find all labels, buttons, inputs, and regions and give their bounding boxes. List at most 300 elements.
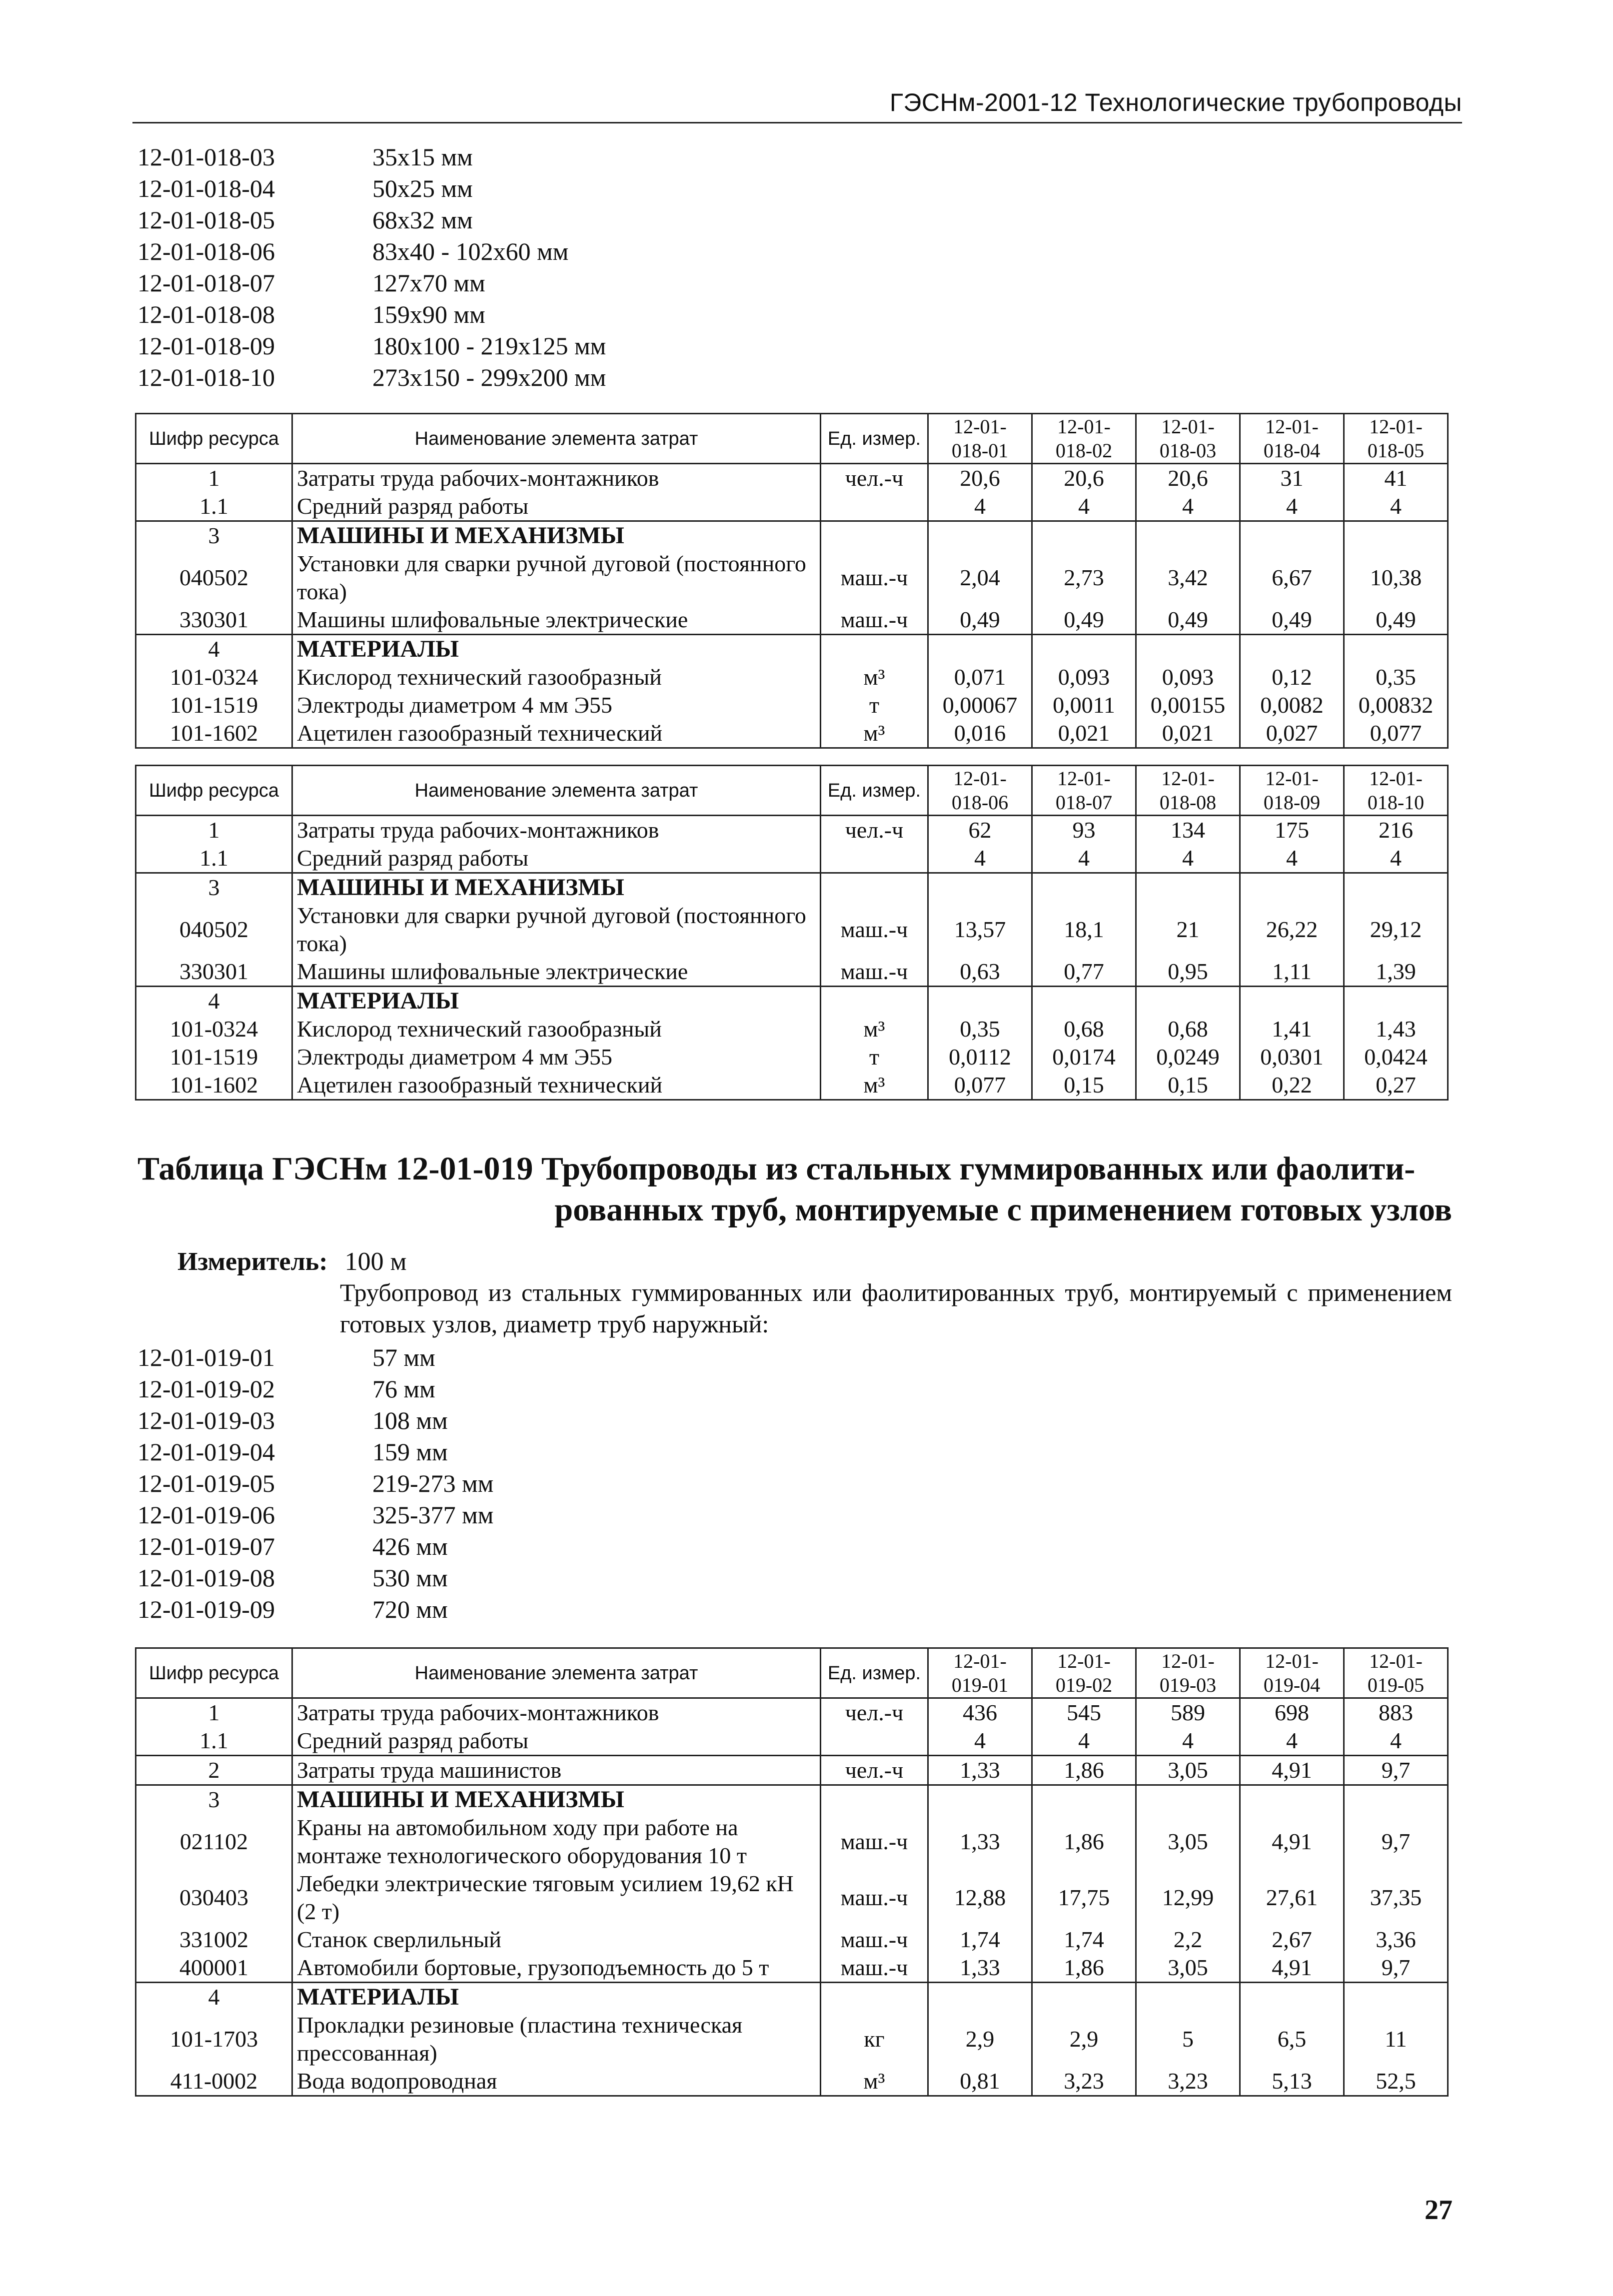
norm-value: 0,0011 — [1032, 691, 1136, 719]
resource-code: 12-01-019-08 — [137, 1564, 275, 1592]
norm-value — [1032, 873, 1136, 902]
unit-of-measure: м³ — [821, 663, 928, 691]
resource-code: 12-01-018-06 — [137, 237, 275, 265]
section-intro: Трубопровод из стальных гуммированных или фаолитированных труб, монтируемый с применением готовых узлов, диаметр труб наружный: — [340, 1278, 1452, 1338]
norm-value: 0,68 — [1136, 1015, 1240, 1043]
norm-value: 4 — [1136, 1727, 1240, 1756]
table-row — [136, 1814, 1448, 1870]
code-list-item — [137, 1405, 493, 1436]
resource-code: 101-1519 — [136, 691, 292, 719]
resource-code: 12-01-018-07 — [137, 269, 275, 297]
resource-code: 4 — [136, 635, 292, 664]
resource-code: 3 — [136, 873, 292, 902]
norm-value: 134 — [1136, 816, 1240, 845]
code-list-item — [137, 362, 606, 393]
code-list-item — [137, 267, 606, 299]
cost-element-name: Станок сверлильный — [292, 1926, 821, 1954]
cost-element-name: Средний разряд работы — [292, 492, 821, 521]
norm-value: 4 — [1344, 492, 1448, 521]
norm-value: 0,00067 — [928, 691, 1032, 719]
header-norm-code: 12-01- 018-06 — [928, 766, 1032, 816]
resource-code: 101-1519 — [136, 1043, 292, 1071]
table-row — [136, 1727, 1448, 1756]
norm-value: 0,0082 — [1240, 691, 1344, 719]
cost-element-name: МАТЕРИАЛЫ — [292, 1983, 821, 2012]
resource-code: 4 — [136, 1983, 292, 2012]
norm-value: 2,67 — [1240, 1926, 1344, 1954]
header-norm-code: 12-01- 018-10 — [1344, 766, 1448, 816]
unit-of-measure: м³ — [821, 1015, 928, 1043]
norm-value: 10,38 — [1344, 550, 1448, 606]
resource-table-019 — [135, 1647, 1449, 2097]
norm-value: 9,7 — [1344, 1954, 1448, 1983]
table-row — [136, 1926, 1448, 1954]
norm-value: 29,12 — [1344, 902, 1448, 958]
header-code: Шифр ресурса — [136, 1648, 292, 1698]
norm-value — [1136, 521, 1240, 550]
cost-element-name: Машины шлифовальные электрические — [292, 958, 821, 987]
pipe-size: 57 мм — [372, 1343, 435, 1371]
norm-value: 41 — [1344, 464, 1448, 493]
unit-of-measure: м³ — [821, 1071, 928, 1100]
norm-value: 0,27 — [1344, 1071, 1448, 1100]
header-norm-code: 12-01- 018-01 — [928, 414, 1032, 464]
code-list-item — [137, 299, 606, 330]
code-list-item — [137, 1531, 493, 1562]
table-row — [136, 902, 1448, 958]
resource-code: 331002 — [136, 1926, 292, 1954]
norm-value: 1,86 — [1032, 1954, 1136, 1983]
resource-code: 1 — [136, 1698, 292, 1727]
norm-value: 3,05 — [1136, 1954, 1240, 1983]
norm-value: 4,91 — [1240, 1756, 1344, 1785]
header-code: Шифр ресурса — [136, 766, 292, 816]
unit-of-measure: чел.-ч — [821, 464, 928, 493]
header-norm-code: 12-01- 019-04 — [1240, 1648, 1344, 1698]
norm-value — [928, 1983, 1032, 2012]
table-row — [136, 1698, 1448, 1727]
norm-value — [1032, 521, 1136, 550]
pipe-size: 83х40 - 102х60 мм — [372, 237, 569, 265]
norm-value — [928, 873, 1032, 902]
norm-value — [1240, 873, 1344, 902]
resource-table-018-06-10 — [135, 765, 1449, 1101]
measurer-value: 100 м — [344, 1247, 407, 1276]
norm-value: 21 — [1136, 902, 1240, 958]
cost-element-name: Затраты труда рабочих-монтажников — [292, 816, 821, 845]
norm-value: 216 — [1344, 816, 1448, 845]
pipe-size: 180х100 - 219х125 мм — [372, 332, 606, 360]
resource-code: 12-01-019-01 — [137, 1343, 275, 1371]
resource-code: 12-01-019-03 — [137, 1406, 275, 1434]
norm-value: 1,74 — [1032, 1926, 1136, 1954]
header-norm-code: 12-01- 019-05 — [1344, 1648, 1448, 1698]
norm-value: 0,12 — [1240, 663, 1344, 691]
header-code: Шифр ресурса — [136, 414, 292, 464]
pipe-size: 219-273 мм — [372, 1469, 494, 1497]
norm-value: 17,75 — [1032, 1870, 1136, 1926]
norm-value — [928, 521, 1032, 550]
unit-of-measure — [821, 844, 928, 873]
norm-value: 0,021 — [1032, 719, 1136, 748]
norm-value: 5 — [1136, 2011, 1240, 2067]
unit-of-measure: чел.-ч — [821, 1756, 928, 1785]
norm-value — [928, 635, 1032, 664]
unit-of-measure: маш.-ч — [821, 1926, 928, 1954]
norm-value: 62 — [928, 816, 1032, 845]
norm-value: 6,67 — [1240, 550, 1344, 606]
table-row — [136, 550, 1448, 606]
unit-of-measure: маш.-ч — [821, 550, 928, 606]
norm-value: 4,91 — [1240, 1954, 1344, 1983]
norm-value — [1240, 521, 1344, 550]
norm-value: 4 — [1240, 1727, 1344, 1756]
table-row — [136, 663, 1448, 691]
unit-of-measure — [821, 492, 928, 521]
norm-value: 4 — [928, 492, 1032, 521]
norm-value: 2,9 — [1032, 2011, 1136, 2067]
cost-element-name: Электроды диаметром 4 мм Э55 — [292, 1043, 821, 1071]
resource-code: 101-1703 — [136, 2011, 292, 2067]
cost-element-name: Вода водопроводная — [292, 2067, 821, 2096]
norm-value — [1136, 873, 1240, 902]
norm-value: 2,2 — [1136, 1926, 1240, 1954]
resource-code: 12-01-019-09 — [137, 1595, 275, 1623]
resource-code: 12-01-018-09 — [137, 332, 275, 360]
unit-of-measure — [821, 873, 928, 902]
resource-code: 1.1 — [136, 844, 292, 873]
norm-value: 9,7 — [1344, 1756, 1448, 1785]
resource-code: 3 — [136, 1785, 292, 1814]
unit-of-measure: м³ — [821, 2067, 928, 2096]
norm-value — [928, 1785, 1032, 1814]
norm-value: 3,05 — [1136, 1814, 1240, 1870]
unit-of-measure — [821, 1983, 928, 2012]
table-row — [136, 606, 1448, 635]
table-row — [136, 1983, 1448, 2012]
table-row — [136, 958, 1448, 987]
header-unit: Ед. измер. — [821, 414, 928, 464]
norm-value: 3,05 — [1136, 1756, 1240, 1785]
norm-value: 0,0424 — [1344, 1043, 1448, 1071]
norm-value — [1344, 521, 1448, 550]
header-unit: Ед. измер. — [821, 766, 928, 816]
resource-code: 1.1 — [136, 1727, 292, 1756]
pipe-size: 720 мм — [372, 1595, 448, 1623]
norm-value: 4 — [1032, 492, 1136, 521]
pipe-size: 127х70 мм — [372, 269, 485, 297]
norm-value: 93 — [1032, 816, 1136, 845]
code-list-item — [137, 204, 606, 236]
norm-value — [1136, 1983, 1240, 2012]
norm-value: 3,42 — [1136, 550, 1240, 606]
pipe-size: 50х25 мм — [372, 174, 473, 202]
cost-element-name: Автомобили бортовые, грузоподъемность до 5 т — [292, 1954, 821, 1983]
unit-of-measure — [821, 987, 928, 1016]
resource-code: 12-01-019-04 — [137, 1438, 275, 1466]
header-norm-code: 12-01- 018-05 — [1344, 414, 1448, 464]
norm-value — [1344, 1983, 1448, 2012]
cost-element-name: Затраты труда машинистов — [292, 1756, 821, 1785]
norm-value: 4 — [1344, 844, 1448, 873]
table-row — [136, 492, 1448, 521]
unit-of-measure: чел.-ч — [821, 816, 928, 845]
cost-element-name: Кислород технический газообразный — [292, 1015, 821, 1043]
norm-value — [1240, 1983, 1344, 2012]
norm-value: 12,88 — [928, 1870, 1032, 1926]
norm-value — [1240, 987, 1344, 1016]
cost-element-name: Машины шлифовальные электрические — [292, 606, 821, 635]
unit-of-measure — [821, 635, 928, 664]
cost-element-name: Затраты труда рабочих-монтажников — [292, 1698, 821, 1727]
norm-value: 0,00832 — [1344, 691, 1448, 719]
norm-value — [1032, 1785, 1136, 1814]
resource-code: 1.1 — [136, 492, 292, 521]
code-list-item — [137, 1594, 493, 1625]
unit-of-measure: м³ — [821, 719, 928, 748]
pipe-size: 35х15 мм — [372, 143, 473, 171]
code-list-item — [137, 141, 606, 173]
unit-of-measure — [821, 1727, 928, 1756]
norm-value: 37,35 — [1344, 1870, 1448, 1926]
norm-value: 1,86 — [1032, 1756, 1136, 1785]
norm-value — [1136, 1785, 1240, 1814]
norm-value: 0,0174 — [1032, 1043, 1136, 1071]
code-list-item — [137, 1562, 493, 1594]
table-row — [136, 635, 1448, 664]
cost-element-name: МАШИНЫ И МЕХАНИЗМЫ — [292, 521, 821, 550]
table-row — [136, 691, 1448, 719]
norm-value: 0,22 — [1240, 1071, 1344, 1100]
norm-value: 20,6 — [1032, 464, 1136, 493]
norm-value: 3,36 — [1344, 1926, 1448, 1954]
norm-value — [1240, 1785, 1344, 1814]
unit-of-measure — [821, 1785, 928, 1814]
norm-value: 0,49 — [1136, 606, 1240, 635]
norm-value — [1344, 987, 1448, 1016]
norm-value: 3,23 — [1032, 2067, 1136, 2096]
norm-value: 0,0301 — [1240, 1043, 1344, 1071]
resource-code: 101-0324 — [136, 663, 292, 691]
norm-value: 1,33 — [928, 1954, 1032, 1983]
table-title-line2: рованных труб, монтируемые с применением готовых узлов — [554, 1191, 1452, 1228]
table-row — [136, 816, 1448, 845]
norm-value: 0,077 — [1344, 719, 1448, 748]
pipe-size: 325-377 мм — [372, 1501, 494, 1529]
norm-value: 27,61 — [1240, 1870, 1344, 1926]
norm-value: 4 — [928, 844, 1032, 873]
resource-code: 12-01-019-07 — [137, 1532, 275, 1560]
header-norm-code: 12-01- 018-03 — [1136, 414, 1240, 464]
resource-code: 12-01-019-06 — [137, 1501, 275, 1529]
norm-value: 1,11 — [1240, 958, 1344, 987]
header-norm-code: 12-01- 019-01 — [928, 1648, 1032, 1698]
norm-value: 1,41 — [1240, 1015, 1344, 1043]
code-list-item — [137, 1436, 493, 1468]
resource-code: 4 — [136, 987, 292, 1016]
norm-value — [1344, 635, 1448, 664]
measurer — [177, 1247, 407, 1276]
unit-of-measure: маш.-ч — [821, 1870, 928, 1926]
norm-value: 18,1 — [1032, 902, 1136, 958]
norm-value: 0,49 — [1240, 606, 1344, 635]
table-row — [136, 1015, 1448, 1043]
table-title-019 — [137, 1148, 1452, 1230]
norm-value — [1240, 635, 1344, 664]
resource-table-018-01-05 — [135, 413, 1449, 749]
resource-code: 330301 — [136, 606, 292, 635]
table-row — [136, 1071, 1448, 1100]
cost-element-name: МАТЕРИАЛЫ — [292, 635, 821, 664]
norm-value: 1,33 — [928, 1756, 1032, 1785]
norm-value: 175 — [1240, 816, 1344, 845]
resource-code: 021102 — [136, 1814, 292, 1870]
norm-value: 589 — [1136, 1698, 1240, 1727]
norm-value — [1344, 1785, 1448, 1814]
table-row — [136, 1954, 1448, 1983]
unit-of-measure: чел.-ч — [821, 1698, 928, 1727]
norm-value: 0,021 — [1136, 719, 1240, 748]
norm-value: 0,49 — [1344, 606, 1448, 635]
resource-code: 030403 — [136, 1870, 292, 1926]
norm-value: 0,95 — [1136, 958, 1240, 987]
norm-value: 0,0249 — [1136, 1043, 1240, 1071]
code-list-item — [137, 1499, 493, 1531]
resource-code: 101-1602 — [136, 1071, 292, 1100]
norm-value: 2,04 — [928, 550, 1032, 606]
unit-of-measure — [821, 521, 928, 550]
norm-value: 1,39 — [1344, 958, 1448, 987]
resource-code: 411-0002 — [136, 2067, 292, 2096]
header-rule — [132, 122, 1462, 123]
table-row — [136, 844, 1448, 873]
norm-value: 0,093 — [1032, 663, 1136, 691]
table-row — [136, 873, 1448, 902]
norm-value: 2,73 — [1032, 550, 1136, 606]
norm-value: 0,49 — [928, 606, 1032, 635]
resource-code: 12-01-019-05 — [137, 1469, 275, 1497]
running-header: ГЭСНм-2001-12 Технологические трубопроводы — [889, 88, 1462, 116]
table-row — [136, 1043, 1448, 1071]
norm-value: 26,22 — [1240, 902, 1344, 958]
resource-code: 101-1602 — [136, 719, 292, 748]
header-norm-code: 12-01- 018-09 — [1240, 766, 1344, 816]
norm-value: 698 — [1240, 1698, 1344, 1727]
cost-element-name: Прокладки резиновые (пластина техническая прессованная) — [292, 2011, 821, 2067]
cost-element-name: Электроды диаметром 4 мм Э55 — [292, 691, 821, 719]
cost-element-name: Ацетилен газообразный технический — [292, 1071, 821, 1100]
pipe-size: 68х32 мм — [372, 206, 473, 234]
resource-code: 101-0324 — [136, 1015, 292, 1043]
norm-value: 1,74 — [928, 1926, 1032, 1954]
norm-value: 31 — [1240, 464, 1344, 493]
header-unit: Ед. измер. — [821, 1648, 928, 1698]
table-row — [136, 1785, 1448, 1814]
norm-value: 12,99 — [1136, 1870, 1240, 1926]
header-name: Наименование элемента затрат — [292, 414, 821, 464]
header-norm-code: 12-01- 018-04 — [1240, 414, 1344, 464]
cost-element-name: МАТЕРИАЛЫ — [292, 987, 821, 1016]
unit-of-measure: кг — [821, 2011, 928, 2067]
cost-element-name: Краны на автомобильном ходу при работе на монтаже технологического оборудования 10 т — [292, 1814, 821, 1870]
table-row — [136, 521, 1448, 550]
measurer-label: Измеритель: — [177, 1247, 328, 1276]
norm-value: 0,0112 — [928, 1043, 1032, 1071]
norm-value — [1032, 635, 1136, 664]
cost-element-name: МАШИНЫ И МЕХАНИЗМЫ — [292, 873, 821, 902]
cost-element-name: Ацетилен газообразный технический — [292, 719, 821, 748]
norm-value: 0,77 — [1032, 958, 1136, 987]
resource-code: 12-01-018-08 — [137, 300, 275, 328]
code-list-018 — [137, 141, 606, 393]
norm-value: 4 — [1136, 492, 1240, 521]
norm-value: 0,071 — [928, 663, 1032, 691]
code-list-item — [137, 236, 606, 267]
unit-of-measure: т — [821, 691, 928, 719]
unit-of-measure: маш.-ч — [821, 1814, 928, 1870]
norm-value — [1032, 1983, 1136, 2012]
unit-of-measure: т — [821, 1043, 928, 1071]
header-norm-code: 12-01- 018-08 — [1136, 766, 1240, 816]
code-list-item — [137, 1373, 493, 1405]
header-norm-code: 12-01- 018-02 — [1032, 414, 1136, 464]
norm-value: 0,15 — [1136, 1071, 1240, 1100]
unit-of-measure: маш.-ч — [821, 902, 928, 958]
norm-value: 0,49 — [1032, 606, 1136, 635]
cost-element-name: Средний разряд работы — [292, 844, 821, 873]
norm-value: 11 — [1344, 2011, 1448, 2067]
norm-value: 4 — [1344, 1727, 1448, 1756]
pipe-size: 159х90 мм — [372, 300, 485, 328]
norm-value: 1,86 — [1032, 1814, 1136, 1870]
norm-value: 20,6 — [1136, 464, 1240, 493]
header-norm-code: 12-01- 018-07 — [1032, 766, 1136, 816]
page-number: 27 — [1425, 2195, 1453, 2226]
norm-value: 4 — [1136, 844, 1240, 873]
header-name: Наименование элемента затрат — [292, 766, 821, 816]
norm-value: 4 — [1240, 844, 1344, 873]
table-row — [136, 1870, 1448, 1926]
code-list-019 — [137, 1342, 493, 1625]
norm-value: 4 — [1032, 844, 1136, 873]
table-row — [136, 2011, 1448, 2067]
resource-code: 2 — [136, 1756, 292, 1785]
norm-value — [1032, 987, 1136, 1016]
norm-value: 20,6 — [928, 464, 1032, 493]
norm-value: 436 — [928, 1698, 1032, 1727]
norm-value: 0,016 — [928, 719, 1032, 748]
unit-of-measure: маш.-ч — [821, 606, 928, 635]
norm-value: 4 — [1240, 492, 1344, 521]
pipe-size: 530 мм — [372, 1564, 448, 1592]
pipe-size: 159 мм — [372, 1438, 448, 1466]
norm-value: 545 — [1032, 1698, 1136, 1727]
norm-value: 52,5 — [1344, 2067, 1448, 2096]
cost-element-name: Затраты труда рабочих-монтажников — [292, 464, 821, 493]
norm-value: 13,57 — [928, 902, 1032, 958]
resource-code: 3 — [136, 521, 292, 550]
norm-value: 0,027 — [1240, 719, 1344, 748]
cost-element-name: МАШИНЫ И МЕХАНИЗМЫ — [292, 1785, 821, 1814]
resource-code: 12-01-018-10 — [137, 363, 275, 391]
norm-value: 5,13 — [1240, 2067, 1344, 2096]
norm-value: 883 — [1344, 1698, 1448, 1727]
norm-value: 0,35 — [1344, 663, 1448, 691]
norm-value: 0,35 — [928, 1015, 1032, 1043]
table-title-line1: Таблица ГЭСНм 12-01-019 Трубопроводы из стальных гуммированных или фаолити- — [137, 1150, 1416, 1187]
resource-code: 12-01-018-03 — [137, 143, 275, 171]
norm-value — [1136, 987, 1240, 1016]
